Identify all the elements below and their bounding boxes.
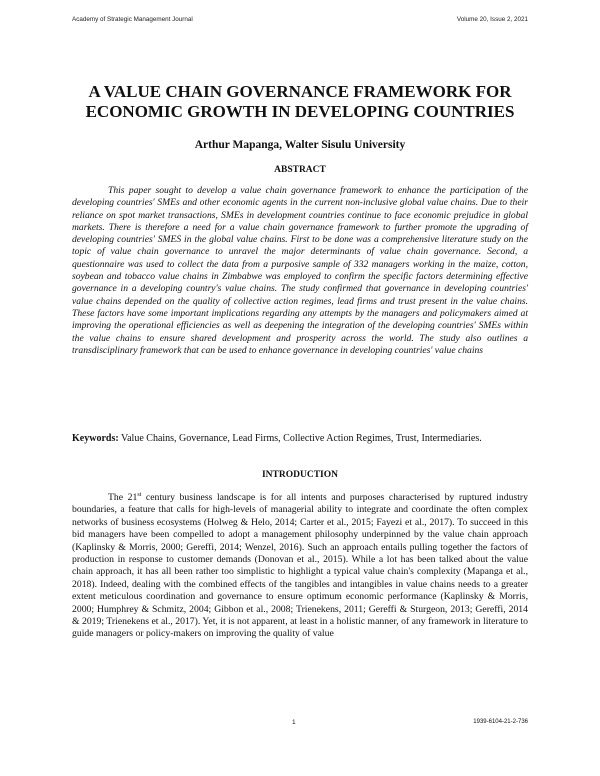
journal-name: Academy of Strategic Management Journal — [72, 16, 193, 23]
paper-title — [60, 82, 540, 122]
keywords-paragraph — [72, 432, 528, 445]
intro-lead: The 21 — [108, 492, 138, 503]
introduction-text — [72, 492, 528, 641]
author-line: Arthur Mapanga, Walter Sisulu University — [194, 139, 406, 151]
article-code: 1939-6104-21-2-736 — [473, 719, 528, 725]
title-line-2: ECONOMIC GROWTH IN DEVELOPING COUNTRIES — [85, 102, 515, 121]
keywords-text: Value Chains, Governance, Lead Firms, Collective Action Regimes, Trust, Intermediaries. — [121, 433, 482, 444]
intro-body: century business landscape is for all intents and purposes characterised by ruptured industry boundaries, a feature that calls for high-levels of managerial ability to integrate and coordinate the often complex networks of business ecosystems (Holweg & Helo, 2014; Carter et al., 2015; Fayezi et al., 2017). To succeed in this bid managers have been compelled to adopt a management philosophy underpinned by the value chain approach (Kaplinsky & Morris, 2000; Gereffi, 2014; Wenzel, 2016). Such an approach entails pulling together the factors of production in response to customer demands (Donovan et al., 2015). While a lot has been talked about the value chain approach, it has all been rather too simplistic to highlight a typical value chain's complexity (Mapanga et al., 2018). Indeed, dealing with the combined effects of the tangibles and intangibles in value chains needs to a greater extent meticulous coordination and governance to ensure optimum economic performance (Kaplinsky & Morris, 2000; Humphrey & Schmitz, 2004; Gibbon et al., 2008; Trienekens, 2011; Gereffi & Sturgeon, 2013; Gereffi, 2014 & 2019; Trienekens et al., 2017). Yet, it is not apparent, at least in a holistic manner, of any framework in literature to guide managers or policy-makers on improving the quality of value — [72, 492, 528, 640]
abstract-text: This paper sought to develop a value chain governance framework to enhance the participation of the developing countries' SMEs and other economic agents in the current non-inclusive global value chains. Due to their reliance on spot market transactions, SMEs in development countries continue to face economic prejudice in global markets. There is therefore a need for a value chain governance framework to further promote the upgrading of developing countries' SMES in the global value chains. First to be done was a comprehensive literature study on the topic of value chain governance to unravel the major determinants of value chain governance. Second, a questionnaire was used to collect the data from a purposive sample of 332 managers working in the maize, cotton, soybean and tobacco value chains in Zimbabwe was employed to confirm the specific factors determining effective governance in a developing country's value chains. The study confirmed that governance in developing countries' value chains depended on the quality of collective action regimes, lead firms and trust present in the value chains. These factors have some important implications regarding any attempts by the managers and policymakers aimed at improving the operational efficiencies as well as deepening the integration of the developing countries' SMEs within the value chains to ensure shared development and prosperity across the world. The study also outlines a transdisciplinary framework that can be used to enhance governance in developing countries' value chains — [72, 185, 528, 356]
introduction-heading: INTRODUCTION — [261, 470, 338, 480]
volume-issue: Volume 20, Issue 2, 2021 — [456, 16, 528, 23]
keywords-label: Keywords: — [72, 433, 119, 444]
abstract-heading: ABSTRACT — [274, 165, 326, 175]
page-number: 1 — [292, 719, 296, 726]
intro-superscript: st — [137, 491, 142, 498]
title-line-1: A VALUE CHAIN GOVERNANCE FRAMEWORK FOR — [88, 82, 512, 101]
